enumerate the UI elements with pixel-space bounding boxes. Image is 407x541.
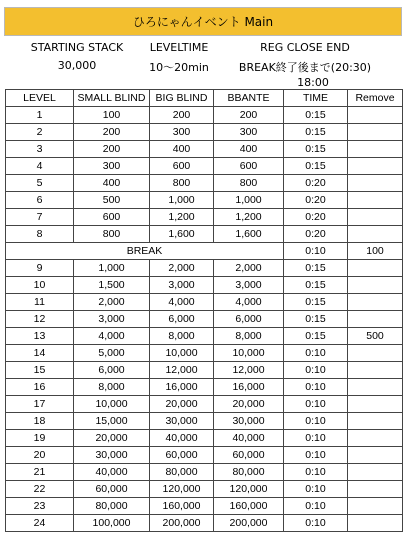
bbante-cell: 1,200 [214,209,284,226]
table-row [6,226,403,243]
remove-cell [348,345,403,362]
remove-cell [348,464,403,481]
time-cell: 0:10 [284,515,348,532]
big-blind-cell: 10,000 [150,345,214,362]
bbante-cell: 16,000 [214,379,284,396]
starting-stack-value: 30,000 [57,59,97,72]
remove-cell [348,396,403,413]
level-cell: 15 [6,362,74,379]
bbante-cell: 600 [214,158,284,175]
table-row [6,464,403,481]
leveltime-label: LEVELTIME [149,41,209,54]
bbante-cell: 160,000 [214,498,284,515]
time-cell: 0:10 [284,464,348,481]
time-cell: 0:10 [284,379,348,396]
big-blind-cell: 1,200 [150,209,214,226]
big-blind-cell: 30,000 [150,413,214,430]
small-blind-cell: 4,000 [74,328,150,345]
event-title: ひろにゃんイベント Main [4,7,402,36]
remove-cell [348,141,403,158]
remove-cell [348,379,403,396]
time-cell: 0:15 [284,141,348,158]
small-blind-cell: 200 [74,124,150,141]
small-blind-cell: 300 [74,158,150,175]
remove-cell [348,515,403,532]
time-cell: 0:10 [284,447,348,464]
time-cell: 0:15 [284,311,348,328]
small-blind-cell: 100,000 [74,515,150,532]
big-blind-cell: 80,000 [150,464,214,481]
table-row [6,498,403,515]
bbante-cell: 12,000 [214,362,284,379]
small-blind-cell: 400 [74,175,150,192]
reg-close-value: BREAK終了後まで(20:30) [238,61,372,74]
big-blind-cell: 4,000 [150,294,214,311]
level-cell: 8 [6,226,74,243]
level-cell: 1 [6,107,74,124]
bbante-cell: 3,000 [214,277,284,294]
level-cell: 2 [6,124,74,141]
bbante-cell: 1,600 [214,226,284,243]
level-cell: 3 [6,141,74,158]
small-blind-cell: 1,000 [74,260,150,277]
table-row [6,311,403,328]
header-small-blind: SMALL BLIND [74,90,150,107]
table-row [6,413,403,430]
level-cell: 6 [6,192,74,209]
big-blind-cell: 20,000 [150,396,214,413]
table-row [6,362,403,379]
small-blind-cell: 200 [74,141,150,158]
level-cell: 22 [6,481,74,498]
bbante-cell: 80,000 [214,464,284,481]
big-blind-cell: 160,000 [150,498,214,515]
time-cell: 0:15 [284,328,348,345]
table-body [6,107,403,532]
remove-cell [348,158,403,175]
time-cell: 0:10 [284,430,348,447]
starting-stack-label: STARTING STACK [30,41,124,54]
table-row [6,447,403,464]
time-cell: 0:20 [284,226,348,243]
big-blind-cell: 300 [150,124,214,141]
level-cell: 23 [6,498,74,515]
table-row [6,396,403,413]
table-header-row [6,90,403,107]
blind-structure-table [5,89,403,532]
time-value: 18:00 [297,76,329,89]
bbante-cell: 300 [214,124,284,141]
small-blind-cell: 6,000 [74,362,150,379]
level-cell: 9 [6,260,74,277]
table-row [6,260,403,277]
bbante-cell: 400 [214,141,284,158]
header-bbante: BBANTE [214,90,284,107]
small-blind-cell: 80,000 [74,498,150,515]
time-cell: 0:20 [284,175,348,192]
big-blind-cell: 200 [150,107,214,124]
bbante-cell: 800 [214,175,284,192]
time-cell: 0:10 [284,481,348,498]
time-cell: 0:20 [284,209,348,226]
header-remove: Remove [348,90,403,107]
level-cell: 14 [6,345,74,362]
time-cell: 0:15 [284,124,348,141]
level-cell: 21 [6,464,74,481]
table-row [6,209,403,226]
table-row [6,481,403,498]
table-row [6,379,403,396]
header-level: LEVEL [6,90,74,107]
big-blind-cell: 1,000 [150,192,214,209]
reg-close-label: REG CLOSE END [260,41,350,54]
bbante-cell: 20,000 [214,396,284,413]
time-cell: 0:10 [284,396,348,413]
table-row [6,175,403,192]
bbante-cell: 2,000 [214,260,284,277]
remove-cell: 500 [348,328,403,345]
time-cell: 0:20 [284,192,348,209]
level-cell: 24 [6,515,74,532]
level-cell: 19 [6,430,74,447]
bbante-cell: 200,000 [214,515,284,532]
remove-cell [348,107,403,124]
table-row [6,277,403,294]
remove-cell [348,498,403,515]
time-cell: 0:15 [284,294,348,311]
time-cell: 0:10 [284,498,348,515]
level-cell: 12 [6,311,74,328]
remove-cell [348,447,403,464]
remove-cell [348,481,403,498]
remove-cell [348,209,403,226]
small-blind-cell: 100 [74,107,150,124]
big-blind-cell: 60,000 [150,447,214,464]
table-row [6,345,403,362]
break-label: BREAK [6,243,284,260]
remove-cell [348,430,403,447]
big-blind-cell: 40,000 [150,430,214,447]
big-blind-cell: 120,000 [150,481,214,498]
remove-cell [348,277,403,294]
big-blind-cell: 16,000 [150,379,214,396]
small-blind-cell: 600 [74,209,150,226]
level-cell: 18 [6,413,74,430]
big-blind-cell: 600 [150,158,214,175]
table-row [6,124,403,141]
small-blind-cell: 500 [74,192,150,209]
remove-cell: 100 [348,243,403,260]
time-cell: 0:15 [284,260,348,277]
big-blind-cell: 8,000 [150,328,214,345]
level-cell: 5 [6,175,74,192]
time-cell: 0:15 [284,107,348,124]
header-time: TIME [284,90,348,107]
big-blind-cell: 3,000 [150,277,214,294]
time-cell: 0:15 [284,277,348,294]
small-blind-cell: 40,000 [74,464,150,481]
big-blind-cell: 200,000 [150,515,214,532]
remove-cell [348,294,403,311]
small-blind-cell: 8,000 [74,379,150,396]
small-blind-cell: 800 [74,226,150,243]
bbante-cell: 1,000 [214,192,284,209]
table-row [6,107,403,124]
time-cell: 0:10 [284,345,348,362]
level-cell: 11 [6,294,74,311]
bbante-cell: 10,000 [214,345,284,362]
big-blind-cell: 800 [150,175,214,192]
small-blind-cell: 10,000 [74,396,150,413]
bbante-cell: 120,000 [214,481,284,498]
small-blind-cell: 15,000 [74,413,150,430]
remove-cell [348,260,403,277]
remove-cell [348,192,403,209]
remove-cell [348,413,403,430]
small-blind-cell: 3,000 [74,311,150,328]
time-cell: 0:10 [284,362,348,379]
table-row [6,141,403,158]
level-cell: 10 [6,277,74,294]
remove-cell [348,362,403,379]
big-blind-cell: 6,000 [150,311,214,328]
small-blind-cell: 30,000 [74,447,150,464]
table-row [6,328,403,345]
level-cell: 4 [6,158,74,175]
small-blind-cell: 20,000 [74,430,150,447]
level-cell: 17 [6,396,74,413]
table-row [6,158,403,175]
level-cell: 13 [6,328,74,345]
bbante-cell: 6,000 [214,311,284,328]
small-blind-cell: 2,000 [74,294,150,311]
bbante-cell: 8,000 [214,328,284,345]
bbante-cell: 30,000 [214,413,284,430]
table-row [6,294,403,311]
remove-cell [348,226,403,243]
big-blind-cell: 12,000 [150,362,214,379]
leveltime-value: 10〜20min [149,61,209,74]
break-row [6,243,403,260]
big-blind-cell: 2,000 [150,260,214,277]
small-blind-cell: 60,000 [74,481,150,498]
small-blind-cell: 5,000 [74,345,150,362]
time-cell: 0:10 [284,243,348,260]
bbante-cell: 40,000 [214,430,284,447]
bbante-cell: 60,000 [214,447,284,464]
level-cell: 16 [6,379,74,396]
bbante-cell: 4,000 [214,294,284,311]
remove-cell [348,124,403,141]
remove-cell [348,311,403,328]
big-blind-cell: 1,600 [150,226,214,243]
header-big-blind: BIG BLIND [150,90,214,107]
time-cell: 0:15 [284,158,348,175]
remove-cell [348,175,403,192]
time-cell: 0:10 [284,413,348,430]
table-row [6,192,403,209]
table-row [6,430,403,447]
level-cell: 20 [6,447,74,464]
big-blind-cell: 400 [150,141,214,158]
table-row [6,515,403,532]
bbante-cell: 200 [214,107,284,124]
small-blind-cell: 1,500 [74,277,150,294]
level-cell: 7 [6,209,74,226]
